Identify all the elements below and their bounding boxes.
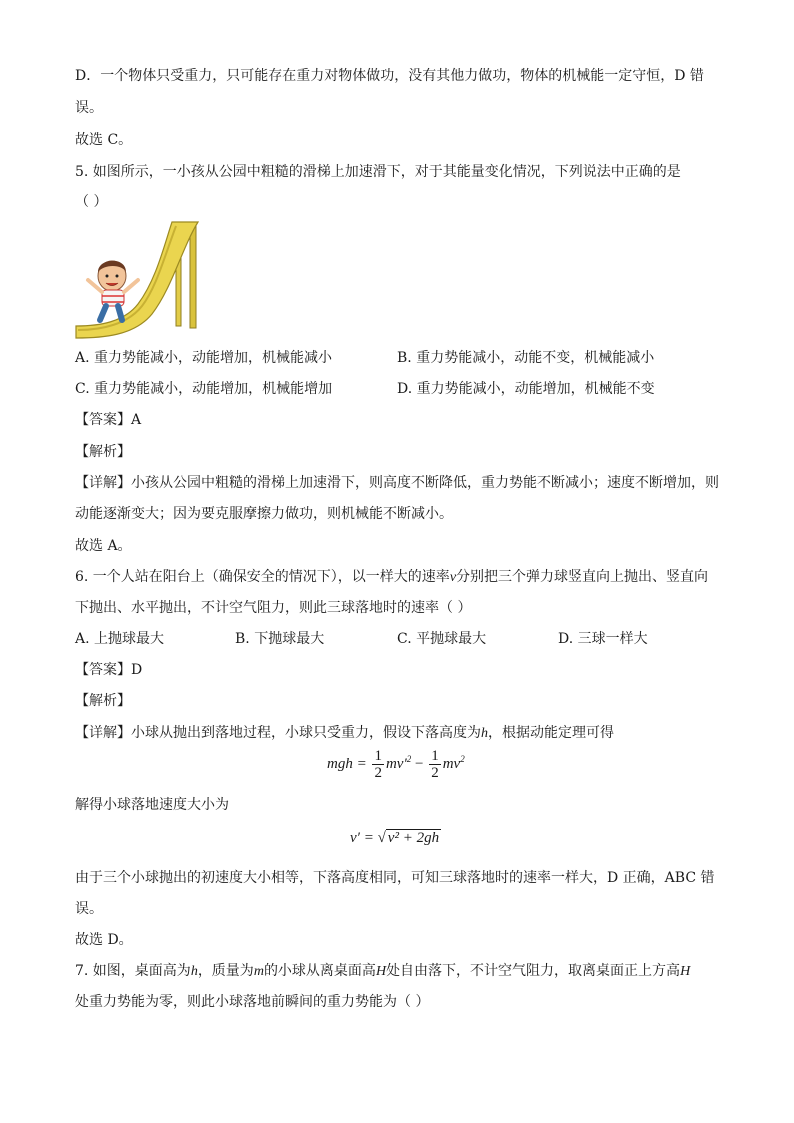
- q6-solve-text: 解得小球落地速度大小为: [75, 797, 229, 813]
- q7-var-H2: H: [680, 964, 691, 979]
- q7-part3: 的小球从离桌面高: [263, 963, 376, 979]
- q5-option-a: A. 重力势能减小，动能增加，机械能减小: [75, 350, 333, 366]
- q7-stem-line1: [75, 961, 690, 982]
- formula1-term1: mv′: [385, 755, 407, 772]
- q5-option-c: C. 重力势能减小，动能增加，机械能增加: [75, 381, 333, 397]
- q6-stem-part1: 6. 一个人站在阳台上（确保安全的情况下），以一样大的速率: [75, 569, 450, 585]
- q6-choose: 故选 D。: [75, 932, 133, 948]
- q6-option-c: C. 平抛球最大: [397, 631, 487, 647]
- q5-answer: A: [131, 412, 142, 428]
- q5-analysis-tag: [75, 442, 131, 462]
- frac2-num: 1: [431, 748, 439, 764]
- sqrt-icon: √: [377, 830, 386, 846]
- q6-option-a: A. 上抛球最大: [75, 631, 165, 647]
- q5-answer-line: [75, 410, 141, 430]
- q7-var-m: m: [253, 964, 264, 979]
- formula2-lhs: v′ =: [350, 830, 374, 846]
- formula1-exp2: 2: [460, 753, 465, 764]
- q6-detail-line1: [75, 723, 614, 744]
- q6-option-d: D. 三球一样大: [558, 631, 648, 647]
- q7-stem-line2: 处重力势能为零，则此小球落地前瞬间的重力势能为（ ）: [75, 994, 430, 1010]
- fraction-half-2: [429, 748, 441, 781]
- formula-final-speed: [350, 830, 441, 847]
- analysis-tag: 【解析】: [75, 693, 131, 709]
- detail-tag: 【详解】: [75, 475, 131, 491]
- slide-illustration: [72, 218, 202, 340]
- q5-choose: 故选 A。: [75, 538, 132, 554]
- q6-detail-part1: 小球从抛出到落地过程，小球只受重力，假设下落高度为: [131, 725, 481, 741]
- formula1-exp1: 2: [406, 753, 412, 764]
- q6-var-v: v: [449, 570, 457, 585]
- q5-option-b: B. 重力势能减小，动能不变，机械能减小: [397, 350, 655, 366]
- q7-var-H: H: [375, 964, 387, 979]
- formula1-lhs: mgh =: [327, 755, 367, 772]
- detail-tag: 【详解】: [75, 725, 131, 741]
- answer-tag: 【答案】: [75, 662, 131, 678]
- q5-option-d: D. 重力势能减小，动能增加，机械能不变: [397, 381, 655, 397]
- analysis-tag: 【解析】: [75, 444, 131, 460]
- q6-conclusion-line2: 误。: [75, 901, 103, 917]
- prev-option-d-line1: D．一个物体只受重力，只可能存在重力对物体做功，没有其他力做功，物体的机械能一定守恒，D 错: [75, 68, 704, 84]
- formula2-radicand: v² + 2gh: [387, 830, 440, 846]
- prev-option-d-line2: 误。: [75, 100, 103, 116]
- prev-choose: 故选 C。: [75, 132, 133, 148]
- formula1-term2: mv: [442, 755, 461, 772]
- q6-conclusion-line1: 由于三个小球抛出的初速度大小相等，下落高度相同，可知三球落地时的速率一样大，D 正确，ABC 错: [75, 870, 715, 886]
- frac1-den: 2: [374, 765, 382, 781]
- frac2-den: 2: [431, 765, 439, 781]
- q6-stem-part2: 分别把三个弹力球竖直向上抛出、竖直向: [456, 569, 709, 585]
- fraction-half-1: [372, 748, 384, 781]
- q7-part2: ，质量为: [197, 963, 254, 979]
- frac1-num: 1: [374, 748, 382, 764]
- q5-stem-line1: 5. 如图所示，一小孩从公园中粗糙的滑梯上加速滑下，对于其能量变化情况，下列说法中正确的是: [75, 164, 681, 180]
- q6-answer-line: [75, 660, 142, 680]
- q7-var-h: h: [190, 964, 198, 979]
- q6-stem-line2: 下抛出、水平抛出，不计空气阻力，则此三球落地时的速率（ ）: [75, 600, 472, 616]
- q6-analysis-tag: [75, 691, 131, 711]
- q7-part1: 7. 如图，桌面高为: [75, 963, 191, 979]
- q5-detail-text1: 小孩从公园中粗糙的滑梯上加速滑下，则高度不断降低，重力势能不断减小；速度不断增加，则: [131, 475, 719, 491]
- q5-stem-line2: （ ）: [75, 194, 108, 210]
- q6-var-h: h: [481, 726, 488, 741]
- formula-energy-theorem: [327, 748, 465, 781]
- q6-option-b: B. 下抛球最大: [235, 631, 325, 647]
- formula1-minus: −: [415, 755, 424, 772]
- q6-detail-part2: ，根据动能定理可得: [488, 725, 614, 741]
- q7-part4: 处自由落下，不计空气阻力，取离桌面正上方高: [386, 963, 681, 979]
- q6-stem-line1: [75, 567, 708, 588]
- q5-detail-line1: [75, 473, 719, 493]
- answer-tag: 【答案】: [75, 412, 131, 428]
- q6-answer: D: [131, 662, 143, 678]
- q5-detail-line2: 动能逐渐变大；因为要克服摩擦力做功，则机械能不断减小。: [75, 506, 453, 522]
